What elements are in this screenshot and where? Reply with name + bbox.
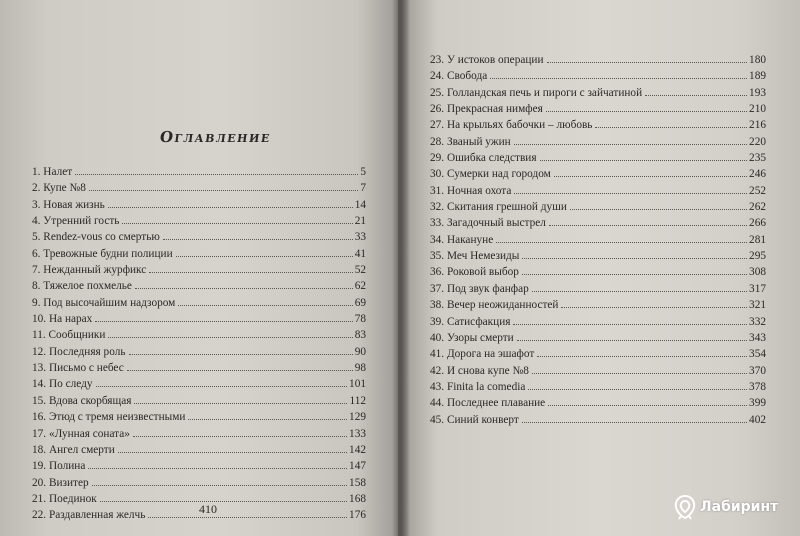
toc-leader-dots bbox=[95, 321, 352, 322]
toc-entry bbox=[430, 297, 766, 313]
toc-entry-page: 321 bbox=[749, 299, 766, 312]
toc-entry bbox=[32, 327, 366, 343]
toc-entry bbox=[32, 393, 366, 409]
toc-entry bbox=[430, 117, 766, 133]
toc-leader-dots bbox=[522, 258, 747, 259]
toc-entry bbox=[32, 311, 366, 327]
toc-entry bbox=[430, 281, 766, 297]
toc-entry bbox=[430, 248, 766, 264]
toc-leader-dots bbox=[514, 193, 747, 194]
toc-heading: Оглавление bbox=[158, 128, 273, 146]
toc-leader-dots bbox=[546, 111, 747, 112]
toc-leader-dots bbox=[148, 517, 347, 518]
toc-list-left bbox=[32, 164, 366, 524]
toc-entry-page: 101 bbox=[349, 378, 366, 391]
toc-entry-page: 295 bbox=[749, 250, 766, 263]
toc-entry-title: 7. Нежданный журфикс bbox=[32, 264, 147, 277]
toc-leader-dots bbox=[163, 239, 353, 240]
toc-entry bbox=[32, 197, 366, 213]
toc-entry bbox=[32, 213, 366, 229]
toc-entry-page: 281 bbox=[749, 233, 766, 246]
toc-entry bbox=[32, 475, 366, 491]
toc-entry bbox=[32, 180, 366, 196]
toc-entry bbox=[430, 412, 766, 428]
toc-leader-dots bbox=[570, 209, 747, 210]
toc-entry bbox=[430, 330, 766, 346]
toc-leader-dots bbox=[548, 405, 747, 406]
toc-entry bbox=[32, 295, 366, 311]
toc-entry bbox=[430, 150, 766, 166]
toc-entry-title: 6. Тревожные будни полиции bbox=[32, 247, 173, 260]
toc-entry-page: 78 bbox=[354, 313, 366, 326]
toc-leader-dots bbox=[532, 373, 747, 374]
toc-entry-title: 3. Новая жизнь bbox=[32, 198, 105, 211]
toc-leader-dots bbox=[554, 176, 747, 177]
labyrinth-logo-icon bbox=[672, 494, 698, 520]
toc-leader-dots bbox=[89, 190, 358, 191]
toc-entry-page: 33 bbox=[354, 231, 366, 244]
toc-entry-title: 13. Письмо с небес bbox=[32, 362, 124, 375]
toc-entry bbox=[32, 360, 366, 376]
toc-entry-title: 41. Дорога на эшафот bbox=[430, 348, 535, 361]
toc-leader-dots bbox=[96, 386, 348, 387]
toc-leader-dots bbox=[514, 144, 747, 145]
toc-entry bbox=[430, 215, 766, 231]
toc-entry-page: 41 bbox=[354, 247, 366, 260]
toc-entry bbox=[430, 101, 766, 117]
toc-entry-title: 43. Finita la comedia bbox=[430, 380, 526, 393]
toc-list-right bbox=[430, 52, 766, 428]
toc-entry-title: 35. Меч Немезиды bbox=[430, 250, 520, 263]
toc-entry-page: 98 bbox=[354, 362, 366, 375]
toc-entry bbox=[32, 278, 366, 294]
toc-entry-page: 252 bbox=[749, 184, 766, 197]
toc-leader-dots bbox=[517, 340, 747, 341]
toc-entry bbox=[32, 262, 366, 278]
toc-entry-page: 129 bbox=[349, 411, 366, 424]
toc-entry bbox=[32, 409, 366, 425]
toc-leader-dots bbox=[547, 62, 748, 63]
toc-entry-title: 23. У истоков операции bbox=[430, 54, 544, 66]
toc-leader-dots bbox=[528, 389, 747, 390]
toc-leader-dots bbox=[127, 370, 353, 371]
toc-leader-dots bbox=[490, 78, 747, 79]
toc-leader-dots bbox=[118, 452, 347, 453]
toc-entry-title: 17. «Лунная соната» bbox=[32, 427, 130, 440]
toc-entry-title: 11. Сообщники bbox=[32, 329, 106, 342]
toc-leader-dots bbox=[178, 305, 352, 306]
toc-entry bbox=[32, 246, 366, 262]
toc-entry-title: 16. Этюд с тремя неизвестными bbox=[32, 411, 186, 424]
toc-entry-title: 37. Под звук фанфар bbox=[430, 282, 529, 295]
toc-entry-title: 33. Загадочный выстрел bbox=[430, 217, 546, 230]
toc-entry-page: 189 bbox=[749, 70, 766, 83]
toc-leader-dots bbox=[561, 307, 747, 308]
toc-leader-dots bbox=[108, 337, 352, 338]
toc-entry-title: 25. Голландская печь и пироги с зайчатиной bbox=[430, 86, 643, 99]
toc-leader-dots bbox=[522, 422, 747, 423]
toc-entry-page: 90 bbox=[354, 345, 366, 358]
toc-entry-title: 5. Rendez-vous со смертью bbox=[32, 231, 160, 244]
toc-leader-dots bbox=[522, 274, 747, 275]
toc-entry-page: 235 bbox=[749, 152, 766, 165]
toc-leader-dots bbox=[540, 160, 748, 161]
toc-leader-dots bbox=[129, 354, 353, 355]
toc-leader-dots bbox=[176, 256, 353, 257]
toc-entry-page: 343 bbox=[749, 331, 766, 344]
toc-leader-dots bbox=[188, 419, 347, 420]
toc-entry-page: 399 bbox=[749, 397, 766, 410]
toc-leader-dots bbox=[496, 242, 747, 243]
toc-entry-page: 402 bbox=[749, 413, 766, 426]
toc-leader-dots bbox=[513, 324, 747, 325]
toc-entry-title: 4. Утренний гость bbox=[32, 215, 120, 228]
toc-entry-title: 40. Узоры смерти bbox=[430, 331, 514, 344]
toc-entry bbox=[430, 183, 766, 199]
toc-entry bbox=[32, 442, 366, 458]
toc-leader-dots bbox=[645, 95, 747, 96]
toc-entry bbox=[430, 395, 766, 411]
toc-entry-page: 14 bbox=[354, 198, 366, 211]
toc-entry-page: 69 bbox=[354, 296, 366, 309]
toc-entry-title: 30. Сумерки над городом bbox=[430, 168, 551, 181]
toc-entry-page: 133 bbox=[349, 427, 366, 440]
toc-entry-title: 29. Ошибка следствия bbox=[430, 152, 537, 165]
toc-entry bbox=[430, 166, 766, 182]
toc-entry-title: 42. И снова купе №8 bbox=[430, 364, 529, 377]
toc-entry bbox=[32, 376, 366, 392]
toc-entry bbox=[430, 346, 766, 362]
toc-entry-title: 24. Свобода bbox=[430, 70, 488, 83]
toc-leader-dots bbox=[75, 174, 358, 175]
toc-entry bbox=[32, 164, 366, 180]
toc-entry-page: 317 bbox=[749, 282, 766, 295]
toc-entry-title: 34. Накануне bbox=[430, 233, 494, 246]
toc-entry-page: 378 bbox=[749, 380, 766, 393]
toc-entry-page: 52 bbox=[354, 264, 366, 277]
toc-entry-title: 22. Раздавленная желчь bbox=[32, 509, 146, 522]
toc-entry-page: 332 bbox=[749, 315, 766, 328]
toc-leader-dots bbox=[100, 501, 347, 502]
watermark bbox=[672, 494, 778, 520]
toc-entry-page: 246 bbox=[749, 168, 766, 181]
toc-entry bbox=[430, 68, 766, 84]
toc-entry-page: 83 bbox=[354, 329, 366, 342]
toc-entry-page: 158 bbox=[349, 476, 366, 489]
toc-leader-dots bbox=[134, 403, 347, 404]
toc-entry-page: 21 bbox=[354, 215, 366, 228]
toc-entry-page: 193 bbox=[749, 86, 766, 99]
toc-leader-dots bbox=[549, 225, 747, 226]
toc-entry-page: 147 bbox=[349, 460, 366, 473]
toc-entry-page: 210 bbox=[749, 103, 766, 116]
toc-entry bbox=[430, 314, 766, 330]
toc-leader-dots bbox=[88, 468, 347, 469]
toc-entry-title: 26. Прекрасная нимфея bbox=[430, 103, 543, 116]
toc-entry-title: 20. Визитер bbox=[32, 476, 89, 489]
toc-entry bbox=[430, 363, 766, 379]
toc-entry-page: 176 bbox=[349, 509, 366, 522]
toc-entry-title: 44. Последнее плавание bbox=[430, 397, 546, 410]
toc-entry-page: 168 bbox=[349, 492, 366, 505]
toc-leader-dots bbox=[133, 436, 347, 437]
toc-entry-title: 15. Вдова скорбящая bbox=[32, 394, 132, 407]
toc-entry-page: 266 bbox=[749, 217, 766, 230]
toc-entry-title: 45. Синий конверт bbox=[430, 413, 519, 426]
toc-entry-title: 19. Полина bbox=[32, 460, 86, 473]
toc-entry-title: 28. Званый ужин bbox=[430, 135, 511, 148]
toc-entry bbox=[32, 344, 366, 360]
book-gutter bbox=[392, 0, 410, 536]
toc-entry-page: 370 bbox=[749, 364, 766, 377]
toc-entry bbox=[32, 229, 366, 245]
toc-entry-title: 39. Сатисфакция bbox=[430, 315, 511, 328]
toc-leader-dots bbox=[595, 127, 747, 128]
toc-entry-title: 2. Купе №8 bbox=[32, 182, 86, 195]
toc-entry-page: 62 bbox=[354, 280, 366, 293]
toc-entry-page: 7 bbox=[360, 182, 366, 195]
toc-entry-page: 354 bbox=[749, 348, 766, 361]
toc-entry-title: 32. Скитания грешной души bbox=[430, 201, 567, 214]
toc-leader-dots bbox=[135, 288, 353, 289]
toc-entry-title: 36. Роковой выбор bbox=[430, 266, 519, 279]
toc-entry bbox=[430, 199, 766, 215]
toc-entry-title: 9. Под высочайшим надзором bbox=[32, 296, 176, 309]
toc-entry bbox=[430, 52, 766, 68]
toc-entry bbox=[32, 458, 366, 474]
toc-entry-title: 27. На крыльях бабочки – любовь bbox=[430, 119, 593, 132]
toc-entry bbox=[32, 426, 366, 442]
toc-entry-title: 21. Поединок bbox=[32, 492, 97, 505]
toc-entry-title: 8. Тяжелое похмелье bbox=[32, 280, 132, 293]
toc-entry-page: 180 bbox=[749, 54, 766, 66]
toc-entry-title: 10. На нарах bbox=[32, 313, 93, 326]
toc-entry-page: 5 bbox=[360, 166, 366, 178]
toc-leader-dots bbox=[149, 272, 352, 273]
toc-entry-title: 38. Вечер неожиданностей bbox=[430, 299, 559, 312]
toc-entry bbox=[430, 134, 766, 150]
toc-leader-dots bbox=[537, 356, 747, 357]
toc-entry bbox=[430, 232, 766, 248]
toc-entry-page: 216 bbox=[749, 119, 766, 132]
toc-leader-dots bbox=[532, 291, 747, 292]
toc-entry-page: 308 bbox=[749, 266, 766, 279]
toc-entry-title: 31. Ночная охота bbox=[430, 184, 512, 197]
toc-leader-dots bbox=[92, 485, 347, 486]
toc-entry-page: 220 bbox=[749, 135, 766, 148]
toc-entry bbox=[430, 264, 766, 280]
toc-entry-page: 112 bbox=[349, 394, 366, 407]
watermark-text: Лабиринт bbox=[700, 499, 779, 515]
toc-entry-title: 1. Налет bbox=[32, 166, 73, 178]
toc-entry-page: 262 bbox=[749, 201, 766, 214]
toc-entry bbox=[430, 379, 766, 395]
toc-entry-page: 142 bbox=[349, 443, 366, 456]
toc-entry-title: 14. По следу bbox=[32, 378, 93, 391]
toc-entry-title: 18. Ангел смерти bbox=[32, 443, 115, 456]
toc-entry bbox=[430, 85, 766, 101]
page-number: 410 bbox=[199, 502, 217, 516]
toc-leader-dots bbox=[108, 207, 353, 208]
toc-entry-title: 12. Последняя роль bbox=[32, 345, 126, 358]
toc-leader-dots bbox=[122, 223, 352, 224]
